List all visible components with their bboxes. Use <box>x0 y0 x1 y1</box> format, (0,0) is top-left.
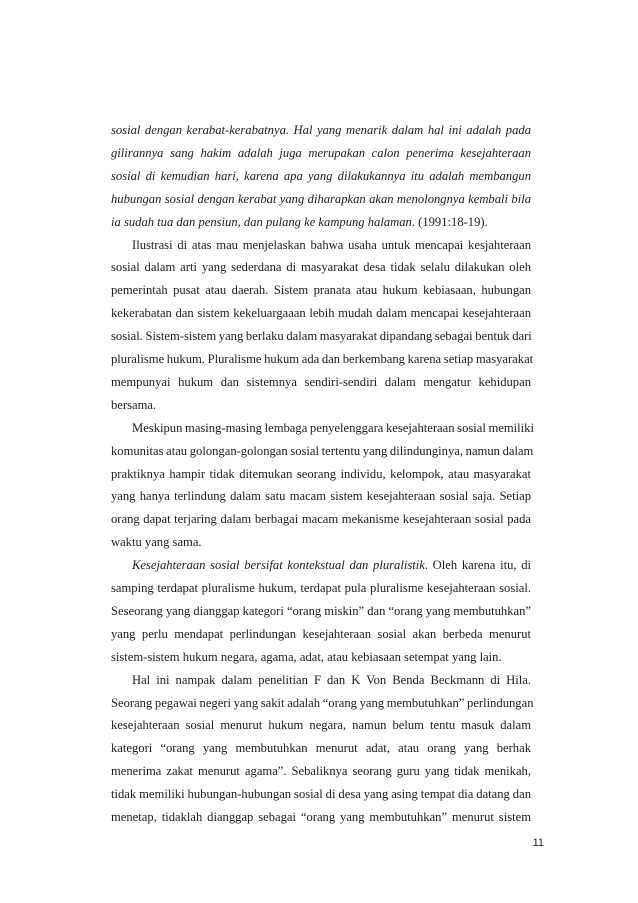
text-line <box>111 259 531 275</box>
text-run: mempunyai hukum dan sistemnya sendiri-sendiri dalam mengatur kehidupan <box>111 374 531 389</box>
text-line <box>111 351 534 367</box>
text-run: Ilustrasi di atas mau menjelaskan bahwa usaha untuk mencapai kesjahteraan <box>132 237 531 252</box>
text-line <box>111 786 531 802</box>
text-line <box>111 466 531 482</box>
text-run: yang hanya terlindung dalam satu macam sistem kesejahteraan sosial saja. Setiap <box>111 489 531 504</box>
text-line <box>132 672 531 688</box>
italic-text-run: sosial dengan kerabat-kerabatnya. Hal yang menarik dalam hal ini adalah pada <box>111 123 531 137</box>
text-line <box>111 145 531 161</box>
text-line <box>111 122 531 138</box>
text-line <box>132 557 531 573</box>
text-run: tidak memiliki hubungan-hubungan sosial di desa yang asing tempat dia datang dan <box>111 787 531 802</box>
text-line <box>111 191 531 207</box>
text-line <box>111 374 531 390</box>
text-run: menerima zakat menurut agama”. Sebaliknya seorang guru yang tidak menikah, <box>111 764 531 779</box>
text-line <box>111 214 531 230</box>
text-run: waktu yang sama. <box>111 535 202 550</box>
text-line <box>111 649 531 665</box>
text-run: Hal ini nampak dalam penelitian F dan K Von Benda Beckmann di Hila. <box>132 672 531 687</box>
text-line <box>111 397 531 413</box>
text-line <box>111 626 531 642</box>
text-run: orang dapat terjaring dalam berbagai macam mekanisme kesejahteraan sosial pada <box>111 512 531 527</box>
text-run: Seseorang yang dianggap kategori “orang miskin” dan “orang yang membutuhkan” <box>111 603 531 618</box>
text-line <box>111 717 531 733</box>
italic-text-run: ia sudah tua dan pensiun, dan pulang ke kampung halaman <box>111 214 412 229</box>
italic-text-run: hubungan sosial dengan kerabat yang diharapkan akan menolongnya kembali bila <box>111 191 531 206</box>
text-run: menetap, tidaklah dianggap sebagai “orang yang membutuhkan” menurut sistem <box>111 810 531 824</box>
text-run: sosial dalam arti yang sederdana di masyarakat desa tidak selalu dilakukan oleh <box>111 260 531 275</box>
text-run: kategori “orang yang membutuhkan menurut adat, atau orang yang berhak <box>111 741 531 756</box>
text-run: . (1991:18-19). <box>411 214 488 229</box>
text-run: komunitas atau golongan-golongan sosial tertentu yang dilindunginya, namun dalam <box>111 443 534 458</box>
text-line <box>111 580 531 596</box>
text-line <box>111 488 531 504</box>
text-line <box>111 305 531 321</box>
page-number: 11 <box>532 837 544 849</box>
text-line <box>111 740 531 756</box>
italic-text-run: gilirannya sang hakim adalah juga merupakan calon penerima kesejahteraan <box>111 145 531 160</box>
text-run: Seorang pegawai negeri yang sakit adalah “orang yang membutuhkan” perlindungan <box>111 695 534 710</box>
text-line <box>111 443 534 459</box>
text-line <box>111 603 531 619</box>
text-line <box>132 420 534 436</box>
text-run: sosial. Sistem-sistem yang berlaku dalam masyarakat dipandang sebagai bentuk dari <box>111 329 532 344</box>
text-run: praktiknya hampir tidak ditemukan seorang individu, kelompok, atau masyarakat <box>111 466 531 481</box>
text-run: . Oleh karena itu, di <box>424 558 531 573</box>
text-run: kekerabatan dan sistem kekeluargaaan lebih mudah dalam mencapai kesejahteraan <box>111 306 531 321</box>
italic-text-run: Kesejahteraan sosial bersifat kontekstual dan pluralistik <box>132 558 425 573</box>
text-line <box>111 763 531 779</box>
text-line <box>111 534 531 550</box>
text-run: bersama. <box>111 397 157 412</box>
text-run: sistem-sistem hukum negara, agama, adat, atau kebiasaan setempat yang lain. <box>111 649 502 664</box>
text-line <box>132 237 531 253</box>
text-run: yang perlu mendapat perlindungan kesejahteraan sosial akan berbeda menurut <box>111 626 531 641</box>
italic-text-run: sosial di kemudian hari, karena apa yang dilakukannya itu adalah membangun <box>111 168 531 183</box>
text-line <box>111 282 531 298</box>
text-line <box>111 809 531 825</box>
text-run: pemerintah pusat atau daerah. Sistem pranata atau hukum kebiasaan, hubungan <box>111 283 531 298</box>
text-run: Meskipun masing-masing lembaga penyelenggara kesejahteraan sosial memiliki <box>132 420 534 435</box>
text-run: samping terdapat pluralisme hukum, terdapat pula pluralisme kesejahteraan sosial. <box>111 581 531 595</box>
text-line <box>111 695 534 711</box>
text-run: pluralisme hukum. Pluralisme hukum ada dan berkembang karena setiap masyarakat <box>111 352 534 366</box>
text-line <box>111 511 531 527</box>
text-line <box>111 328 531 344</box>
text-line <box>111 168 531 184</box>
text-run: kesejahteraan sosial menurut hukum negara, namun belum tentu masuk dalam <box>111 718 531 733</box>
